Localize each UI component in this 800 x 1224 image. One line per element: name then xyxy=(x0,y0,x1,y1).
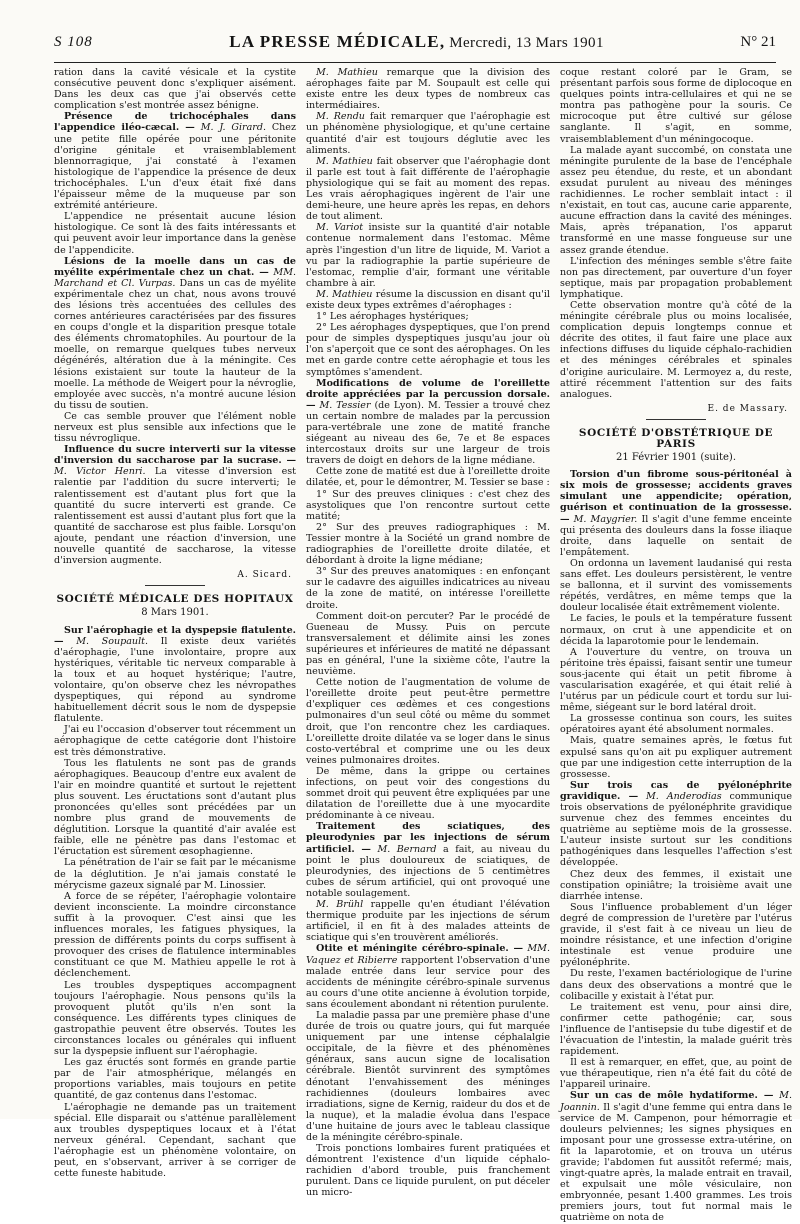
article-paragraph xyxy=(306,943,550,1010)
section-date: 8 Mars 1901. xyxy=(141,607,209,619)
paragraph: Du reste, l'examen bactériologique de l'urine dans deux des observations a montré que le colibacille y existait à l'état pur. xyxy=(560,968,792,1002)
article-body: Dans un cas de myélite expérimentale chez un chat, nous avons trouvé des lésions très accentuées des cellules des cornes antérieures caractérisées par des fissures en coups d'ongle et la disparition presque totale des éléments chromatophiles. Au pourtour de la moelle, on remarque quelques tubes nerveux dégénérés, altération due à la méningite. Ces lésions existaient sur toute la hauteur de la moelle. La méthode de Weigert pour la névroglie, employée avec succès, n'a montré aucune lésion du tissu de soutien. xyxy=(54,277,296,411)
paragraph-text: rappelle qu'en étudiant l'élévation thermique produite par les injections de sérum artificiel, il en fit à des malades atteints de sciatique qui s'en trouvèrent améliorés. xyxy=(306,899,550,944)
list-item: 1° Les aérophages hystériques; xyxy=(316,311,469,323)
journal-title: LA PRESSE MÉDICALE, xyxy=(229,32,446,51)
article-paragraph xyxy=(306,378,550,467)
article-body: a fait, au niveau du point le plus douloureux de sciatiques, de pleurodynies, des injections de 5 centimètres cubes de sérum artificiel, qui ont provoqué une notable soulagement. xyxy=(306,843,551,899)
section-heading: SOCIÉTÉ D'OBSTÉTRIQUE DE PARIS xyxy=(578,426,774,450)
paragraph-text: insiste sur la quantité d'air notable contenue normalement dans l'estomac. Même après l'ingestion d'un litre de liquide, M. Variot a vu par la radiographie la partie supérieure de l'estomac, remplie d'air, formant une véritable chambre à air. xyxy=(306,222,550,289)
issue-date: Mercredi, 13 Mars 1901 xyxy=(449,35,604,51)
issue-number: N° 21 xyxy=(740,33,776,50)
paragraph: La malade ayant succombé, on constata une méningite purulente de la base de l'encéphale assez peu étendue, du reste, et un abondant exsudat purulent au niveau des méninges rachidiennes. Le rocher semblait intact : il n'existait, en tout cas, aucune carie apparente, aucune effraction dans la cavité des méninges. Mais, après trépanation, l'os apparut transformé en une masse fongueuse sur une assez grande étendue. xyxy=(560,144,792,256)
discussion-paragraph xyxy=(306,111,550,155)
article-author: M. Bernard xyxy=(370,843,437,855)
article-title: Sur un cas de môle hydatiforme. — xyxy=(570,1090,774,1102)
paragraph: Sous l'influence probablement d'un léger degré de compression de l'uretère par l'utérus gravide, il s'est fait à ce niveau un lieu de moindre résistance, et une infection d'origine intestinale est venue produire une pyélonéphrite. xyxy=(560,901,792,969)
article-body: La vitesse d'inversion est ralentie par l'addition du sucre interverti; le ralentissement est d'autant plus fort que la quantité du sucre interverti est grande. Ce ralentissement est aussi d'autant plus fort que la quantité de saccharose est plus faible. Lorsqu'on ajoute, pendant une réaction d'inversion, une nouvelle quantité de saccharose, la vitesse d'inversion augmente. xyxy=(54,466,296,567)
section-date: 21 Février 1901 (suite). xyxy=(615,452,737,464)
paragraph: Les gaz éructés sont formés en grande partie par de l'air atmosphérique, mélangés en proportions variables, mais toujours en petite quantité, de gaz contenus dans l'estomac. xyxy=(54,1057,296,1102)
list-item: 3° Sur des preuves anatomiques : en enfonçant sur le cadavre des aiguilles indicatrices au niveau de la zone de matité, on intéresse l'oreillette droite. xyxy=(306,566,550,611)
paragraph: La maladie passa par une première phase d'une durée de trois ou quatre jours, qui fut marquée uniquement par une intense céphalalgie occipitale, de la fièvre et des phénomènes généraux, sans aucun signe de localisation cérébrale. Bientôt survinrent des symptômes dénotant l'envahissement des méninges rachidiennes (douleurs lombaires avec irradiations, signe de Kernig, raideur du dos et de la nuque), et la maladie évolua dans l'espace d'une huitaine de jours avec le tableau classique de la méningite cérébro-spinale. xyxy=(306,1009,550,1143)
discussion-paragraph xyxy=(306,289,550,311)
article-title: Traitement des sciatiques, des pleurodynies par les injections de sérum artificiel. — xyxy=(306,821,550,855)
paragraph: Les troubles dyspeptiques accompagnent toujours l'aérophagie. Nous pensons qu'ils la provoquent plutôt qu'ils n'en sont la conséquence. Les différents types cliniques de gastropathie peuvent être observés. Toutes les circonstances locales ou générales qui influent sur la dyspepsie influent sur l'aérophagie. xyxy=(54,979,296,1058)
article-paragraph xyxy=(54,111,296,211)
paragraph: Cette observation montre qu'à côté de la méningite cérébrale plus ou moins localisée, complication depuis longtemps connue et décrite des otites, il faut faire une place aux infections diffuses du liquide céphalo-rachidien et des méninges cérébrales et spinales d'origine auriculaire. M. Lermoyez a, du reste, attiré récemment l'attention sur des faits analogues. xyxy=(560,299,792,400)
speaker-name: M. Mathieu xyxy=(316,155,373,167)
article-paragraph xyxy=(54,625,296,725)
signature: A. Sicard. xyxy=(237,570,292,581)
article-author: MM. Vaquez et Ribierre xyxy=(306,943,550,966)
article-title: Torsion d'un fibrome sous-péritonéal à six mois de grossesse; accidents graves simulant une appendicite; opération, guérison et continuation de la grossesse. — xyxy=(560,469,792,525)
masthead xyxy=(229,32,604,52)
article-body: Chez une petite fille opérée pour une péritonite d'origine génitale et vraisemblablement blennorragique, j'ai constaté à l'examen histologique de l'appendice la présence de deux trichocéphales. L'un d'eux était fixé dans l'épaisseur même de la muqueuse par son extrémité antérieure. xyxy=(54,122,296,212)
article-paragraph xyxy=(306,821,550,899)
article-author: M. Anderodias xyxy=(638,790,722,802)
paragraph: ration dans la cavité vésicale et la cystite consécutive peuvent donc s'expliquer aisément. Dans les deux cas que j'ai observés cette complication s'est montrée assez bénigne. xyxy=(54,67,296,112)
paragraph: L'infection des méninges semble s'être faite non pas directement, par ouverture d'un foyer septique, mais par propagation probablement lymphatique. xyxy=(560,255,792,300)
discussion-paragraph xyxy=(306,156,550,223)
paragraph: Tous les flatulents ne sont pas de grands aérophagiques. Beaucoup d'entre eux avalent de l'air en moindre quantité et surtout le rejettent plus souvent. Les éructations sont d'autant plus prononcées qu'elles sont précédées par un nombre plus grand de mouvements de déglutition. Lorsque la quantité d'air avalée est faible, elle ne pénètre pas dans l'estomac et l'éructation est sûrement œsophagienne. xyxy=(54,757,296,858)
paragraph: Comment doit-on percuter? Par le procédé de Gueneau de Mussy. Puis on percute transversalement et délimite ainsi les zones supérieures et inférieures de matité ne dépassant pas en général, l'une la sixième côte, l'autre la neuvième. xyxy=(306,610,550,678)
list-item: 2° Les aérophages dyspeptiques, que l'on prend pour de simples dyspeptiques jusqu'au jour où l'on s'aperçoit que ce sont des aérophages. On les met en garde contre cette aérophagie et tous les symptômes s'amendent. xyxy=(306,322,550,378)
article-paragraph xyxy=(54,256,296,411)
article-author: M. J. Girard. xyxy=(194,122,266,134)
speaker-name: M. Mathieu xyxy=(316,288,373,300)
section-divider xyxy=(646,419,706,420)
article-author: M. Soupault. xyxy=(63,635,148,647)
article-author: MM. Marchand et Cl. Vurpas. xyxy=(54,266,297,289)
article-paragraph xyxy=(54,444,296,566)
article-body: Il s'agit d'une femme qui entra dans le service de M. Campenon, pour hémorragie et douleurs pelviennes; les signes physiques en imposant pour une grossesse extra-utérine, on fit la laparotomie, et on trouva un utérus gravide; l'abdomen fut aussitôt refermé; mais, vingt-quatre après, la malade entrait en travail, et expulsait une môle vésiculaire, non embryonnée, pesant 1.400 grammes. Les trois premiers jours, tout fut normal mais le quatrième on nota de xyxy=(560,1101,792,1224)
column-right xyxy=(560,67,792,1224)
speaker-name: M. Variot xyxy=(316,222,364,234)
paragraph: La pénétration de l'air se fait par le mécanisme de la déglutition. Je n'ai jamais constaté le mérycisme gazeux signalé par M. Linossier. xyxy=(54,857,296,891)
article-paragraph xyxy=(560,1090,792,1223)
paragraph: Le traitement est venu, pour ainsi dire, confirmer cette pathogénie; car, sous l'influence de l'antisepsie du tube digestif et de l'évacuation de l'intestin, la malade guérit très rapidement. xyxy=(560,1001,792,1058)
discussion-paragraph xyxy=(306,899,550,943)
paragraph: Trois ponctions lombaires furent pratiquées et démontrent l'existence d'un liquide céphalo-rachidien d'abord trouble, puis franchement purulent. Dans ce liquide purulent, on put déceler un micro- xyxy=(306,1143,550,1199)
header-rule xyxy=(54,62,776,63)
speaker-name: M. Rendu xyxy=(316,111,365,123)
article-author: M. Joannin. xyxy=(560,1090,792,1113)
column-left xyxy=(54,67,297,1180)
list-item: 2° Sur des preuves radiographiques : M. Tessier montre à la Société un grand nombre de radiographies de l'oreillette droite dilatée, et débordant à droite la ligne médiane; xyxy=(306,521,550,567)
article-title: Lésions de la moelle dans un cas de myélite expérimentale chez un chat. — xyxy=(54,255,296,278)
article-author: M. Tessier xyxy=(315,399,371,411)
paragraph: Cette notion de l'augmentation de volume de l'oreillette droite peut peut-être permettre d'expliquer ces œdèmes et ces congestions pulmonaires d'un seul côté ou même du sommet droit, que l'on rencontre chez les cardiaques. L'oreillette droite dilatée va se loger dans le sinus costo-vertébral et comprime une ou les deux veines pulmonaires droites. xyxy=(306,677,550,766)
article-author: M. Maygrier. xyxy=(569,513,638,525)
signature: E. de Massary. xyxy=(707,403,788,414)
paragraph-text: fait observer que l'aérophagie dont il parle est tout à fait différente de l'aérophagie physiologique qui se fait au moment des repas. Les vrais aérophagiques ingèrent de l'air une demi-heure, une heure après les repas, en dehors de tout aliment. xyxy=(306,155,550,223)
paragraph: Il est à remarquer, en effet, que, au point de vue thérapeutique, rien n'a été fait du côté de l'appareil urinaire. xyxy=(560,1057,792,1091)
speaker-name: M. Brühl xyxy=(316,899,364,911)
article-title: Sur l'aérophagie et la dyspepsie flatulente. — xyxy=(54,624,296,647)
paragraph: Mais, quatre semaines après, le fœtus fut expulsé sans qu'on ait pu expliquer autrement que par une indigestion cette interruption de la grossesse. xyxy=(560,735,792,780)
article-title: Modifications de volume de l'oreillette droite appréciées par la percussion dorsale. — xyxy=(306,377,550,411)
paragraph: Ce cas semble prouver que l'élément noble nerveux est plus sensible aux infections que le tissu névroglique. xyxy=(54,410,296,445)
article-title: Présence de trichocéphales dans l'appendice iléo-cæcal. — xyxy=(54,111,296,134)
paragraph: Chez deux des femmes, il existait une constipation opiniâtre; la troisième avait une diarrhée intense. xyxy=(560,868,792,902)
section-heading: SOCIÉTÉ MÉDICALE DES HOPITAUX xyxy=(56,593,294,606)
column-middle xyxy=(306,67,551,1199)
article-body: Il s'agit d'une femme enceinte qui présenta des douleurs dans la fosse iliaque droite, dans laquelle on sentait de l'empâtement. xyxy=(560,513,792,558)
article-body: rapportent l'observation d'une malade entrée dans leur service pour des accidents de méningite cérébro-spinale survenus au cours d'une otite ancienne à évolution torpide, sans écoulement abondant ni rétention purulente. xyxy=(306,954,550,1010)
paragraph: A force de se répéter, l'aérophagie volontaire devient inconsciente. La moindre circonstance suffit à la provoquer. C'est ainsi que les influences morales, les fatigues physiques, la pression de différents points du corps suffisent à provoquer des crises de flatulence interminables constituant ce que M. Mathieu appelle le rot à déclenchement. xyxy=(54,890,296,980)
paragraph: J'ai eu l'occasion d'observer tout récemment un aérophagique de cette catégorie dont l'histoire est très démonstrative. xyxy=(54,724,296,758)
article-paragraph xyxy=(560,780,792,869)
article-body: communique trois observations de pyélonéphrite gravidique survenue chez des femmes enceintes du quatrième au septième mois de la grossesse. L'auteur insiste surtout sur les conditions pathogéniques dans lesquelles l'affection s'est développée. xyxy=(560,790,792,869)
paragraph: L'appendice ne présentait aucune lésion histologique. Ce sont là des faits intéressants et qui peuvent avoir leur importance dans la genèse de l'appendicite. xyxy=(54,211,296,256)
paragraph-text: fait remarquer que l'aérophagie est un phénomène physiologique, et qu'une certaine quantité d'air est toujours déglutie avec les aliments. xyxy=(306,111,550,156)
list-item: 1° Sur des preuves cliniques : c'est chez des asystoliques que l'on rencontre surtout cette matité; xyxy=(306,488,550,522)
speaker-name: M. Mathieu xyxy=(316,67,378,78)
article-body: Il existe deux variétés d'aérophagie, l'une involontaire, propre aux hystériques, véritable tic nerveux comparable à la toux et au hoquet hystérique; l'autre, volontaire, qu'on observe chez les névropathes dyspeptiques, qui répond au syndrome habituellement décrit sous le nom de dyspepsie flatulente. xyxy=(54,635,296,725)
page-number: S 108 xyxy=(54,33,93,50)
paragraph-text: remarque que la division des aérophages faite par M. Soupault est celle qui existe entre les deux types de nombreux cas intermédiaires. xyxy=(306,67,550,112)
paragraph: L'aérophagie ne demande pas un traitement spécial. Elle disparait ou s'atténue parallèlement aux troubles dyspeptiques locaux et à l'état nerveux général. Cependant, sachant que l'aérophagie est un phénomène volontaire, on peut, en s'observant, arriver à se corriger de cette funeste habitude. xyxy=(54,1101,296,1180)
paragraph-text: résume la discussion en disant qu'il existe deux types extrêmes d'aérophages : xyxy=(306,288,550,311)
paragraph: De même, dans la grippe ou certaines infections, on peut voir des congestions du sommet droit qui peuvent être expliquées par une dilatation de l'oreillette due à une myocardite prédominante à ce niveau. xyxy=(306,765,550,822)
article-author: M. Victor Henri. xyxy=(54,466,146,478)
page-header xyxy=(54,30,776,54)
article-title: Influence du sucre interverti sur la vitesse d'inversion du saccharose par la sucrase. — xyxy=(54,444,296,467)
article-title: Otite et méningite cérébro-spinale. — xyxy=(316,943,523,955)
paragraph: Le facies, le pouls et la température fussent normaux, on crut à une appendicite et on décida la laparotomie pour le lendemain. xyxy=(560,613,792,647)
paragraph: A l'ouverture du ventre, on trouva un péritoine très épaissi, faisant sentir une tumeur sous-jacente qui était un petit fibrome à vascularisation exagérée, et qui était relié à l'utérus par un pédicule court et tordu sur lui-même, siégeant sur le bord latéral droit. xyxy=(560,646,792,714)
article-body: (de Lyon). M. Tessier a trouvé chez un certain nombre de malades par la percussion para-vertébrale une zone de matité franche siégeant au niveau des 6e, 7e et 8e espaces intercostaux droits sur une largeur de trois travers de doigt en dehors de la ligne médiane. xyxy=(306,399,550,467)
paragraph: Cette zone de matité est due à l'oreillette droite dilatée, et, pour le démontrer, M. Tessier se base : xyxy=(306,466,550,489)
paragraph: On ordonna un lavement laudanisé qui resta sans effet. Les douleurs persistèrent, le ventre se ballonna, et il survint des vomissements répétés, verdâtres, en même temps que la douleur localisée était extrêmement violente. xyxy=(560,557,792,614)
section-divider xyxy=(145,585,205,586)
paragraph: La grossesse continua son cours, les suites opératoires ayant été absolument normales. xyxy=(560,713,792,736)
article-title: Sur trois cas de pyélonéphrite gravidique. — xyxy=(560,779,792,802)
discussion-paragraph xyxy=(306,222,550,289)
paragraph: coque restant coloré par le Gram, se présentant parfois sous forme de diplocoque en quelques points intra-cellulaires et qui ne se montra pas pathogène pour la souris. Ce microcoque put être cultivé sur gélose sanglante. Il s'agit, en somme, vraisemblablement d'un méningocoque. xyxy=(560,67,792,145)
article-paragraph xyxy=(560,469,792,558)
discussion-paragraph xyxy=(306,67,550,111)
